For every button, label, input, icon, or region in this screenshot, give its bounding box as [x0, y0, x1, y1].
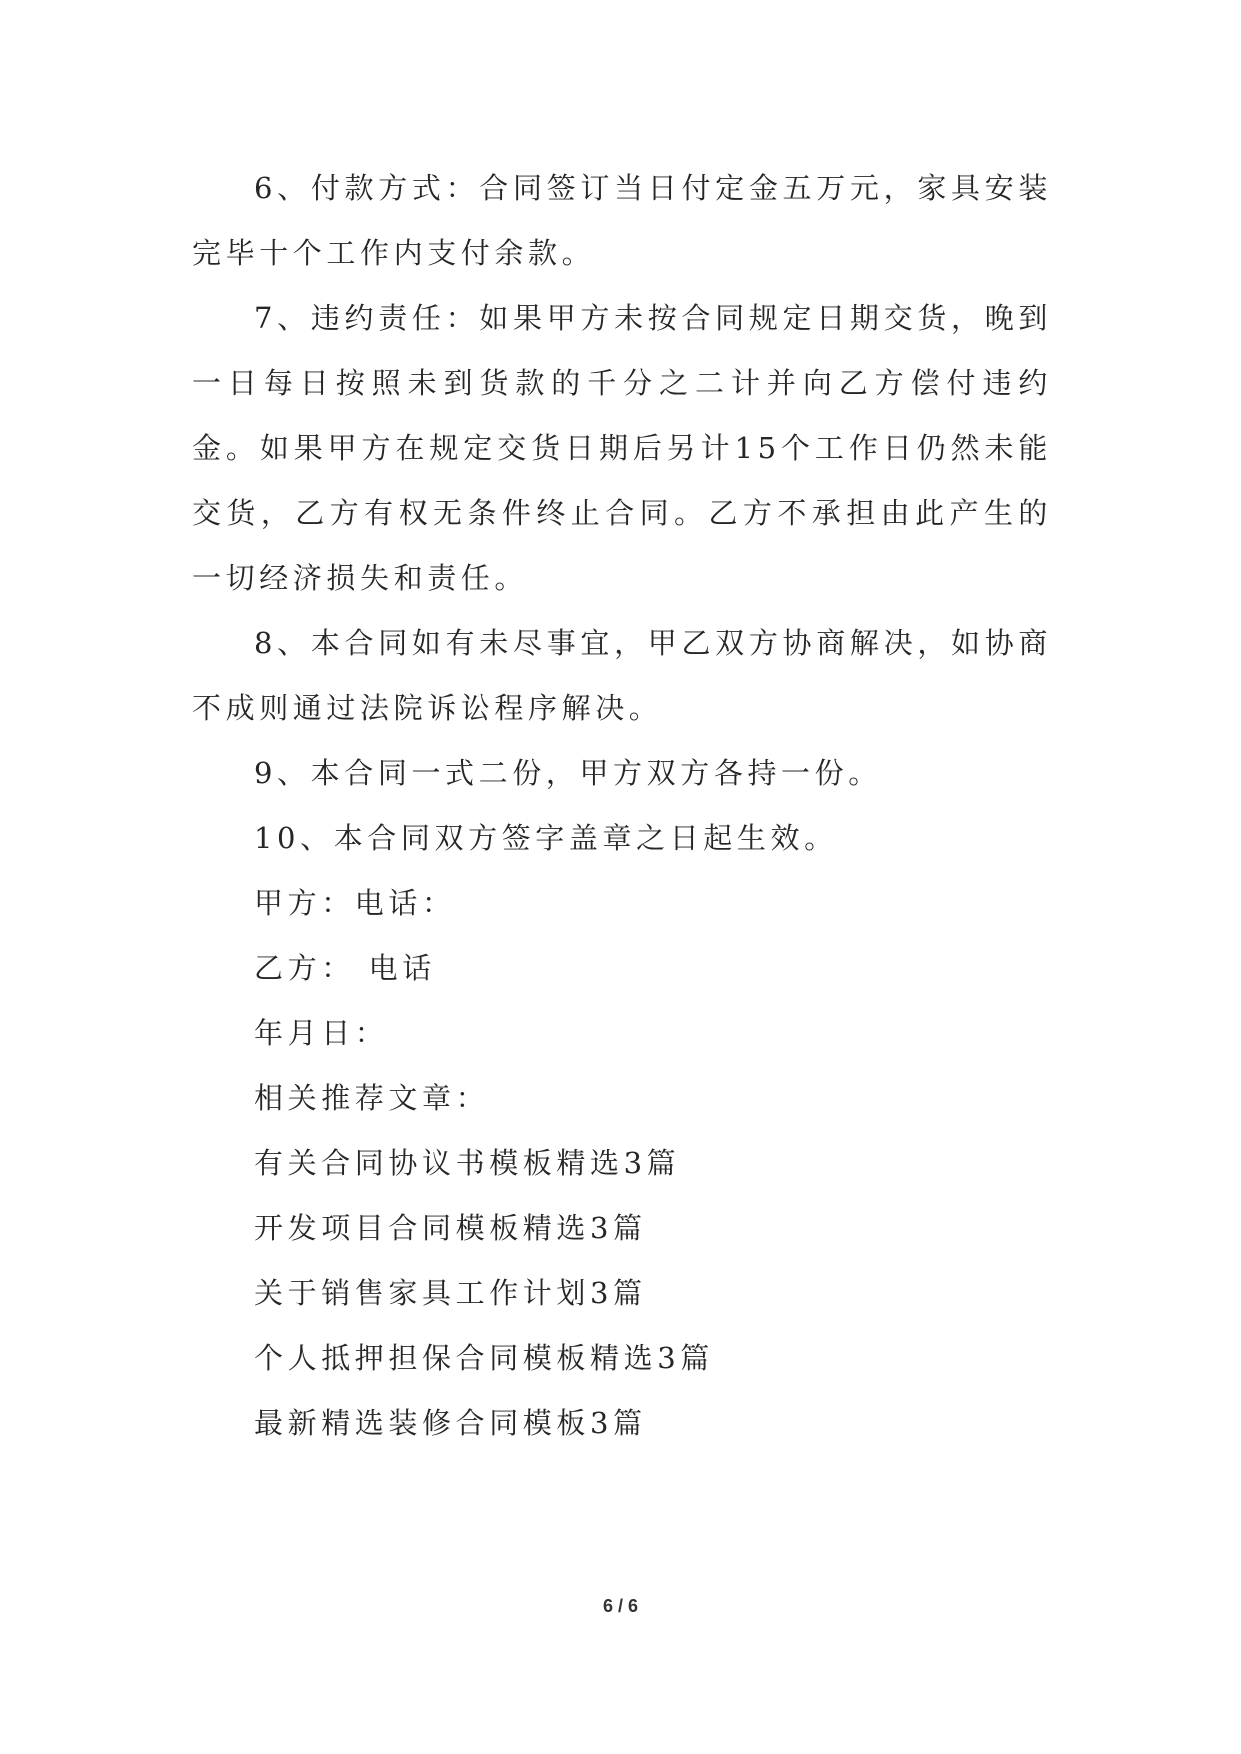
related-heading: 相关推荐文章：: [254, 1081, 490, 1115]
page-number: 6 / 6: [602, 1596, 639, 1616]
clause-effective: 10、本合同双方签字盖章之日起生效。: [254, 821, 838, 855]
related-link[interactable]: 开发项目合同模板精选3篇: [254, 1211, 647, 1245]
related-link[interactable]: 关于销售家具工作计划3篇: [254, 1276, 647, 1310]
related-link[interactable]: 个人抵押担保合同模板精选3篇: [254, 1341, 714, 1375]
document-body: [192, 156, 1052, 1456]
clause-breach: 7、违约责任：如果甲方未按合同规定日期交货，晚到一日每日按照未到货款的千分之二计并向乙方偿付违约金。如果甲方在规定交货日期后另计15个工作日仍然未能交货，乙方有权无条件终止合同。乙方不承担由此产生的一切经济损失和责任。: [192, 301, 1052, 595]
related-link[interactable]: 最新精选装修合同模板3篇: [254, 1406, 647, 1440]
related-link[interactable]: 有关合同协议书模板精选3篇: [254, 1146, 681, 1180]
signature-party-a: 甲方：电话：: [254, 886, 456, 920]
clause-payment: 6、付款方式：合同签订当日付定金五万元，家具安装完毕十个工作内支付余款。: [192, 171, 1052, 270]
signature-date: 年月日：: [254, 1016, 389, 1050]
clause-disputes: 8、本合同如有未尽事宜，甲乙双方协商解决，如协商不成则通过法院诉讼程序解决。: [192, 626, 1052, 725]
clause-copies: 9、本合同一式二份，甲方双方各持一份。: [254, 756, 882, 790]
signature-party-b: 乙方： 电话: [254, 951, 436, 985]
